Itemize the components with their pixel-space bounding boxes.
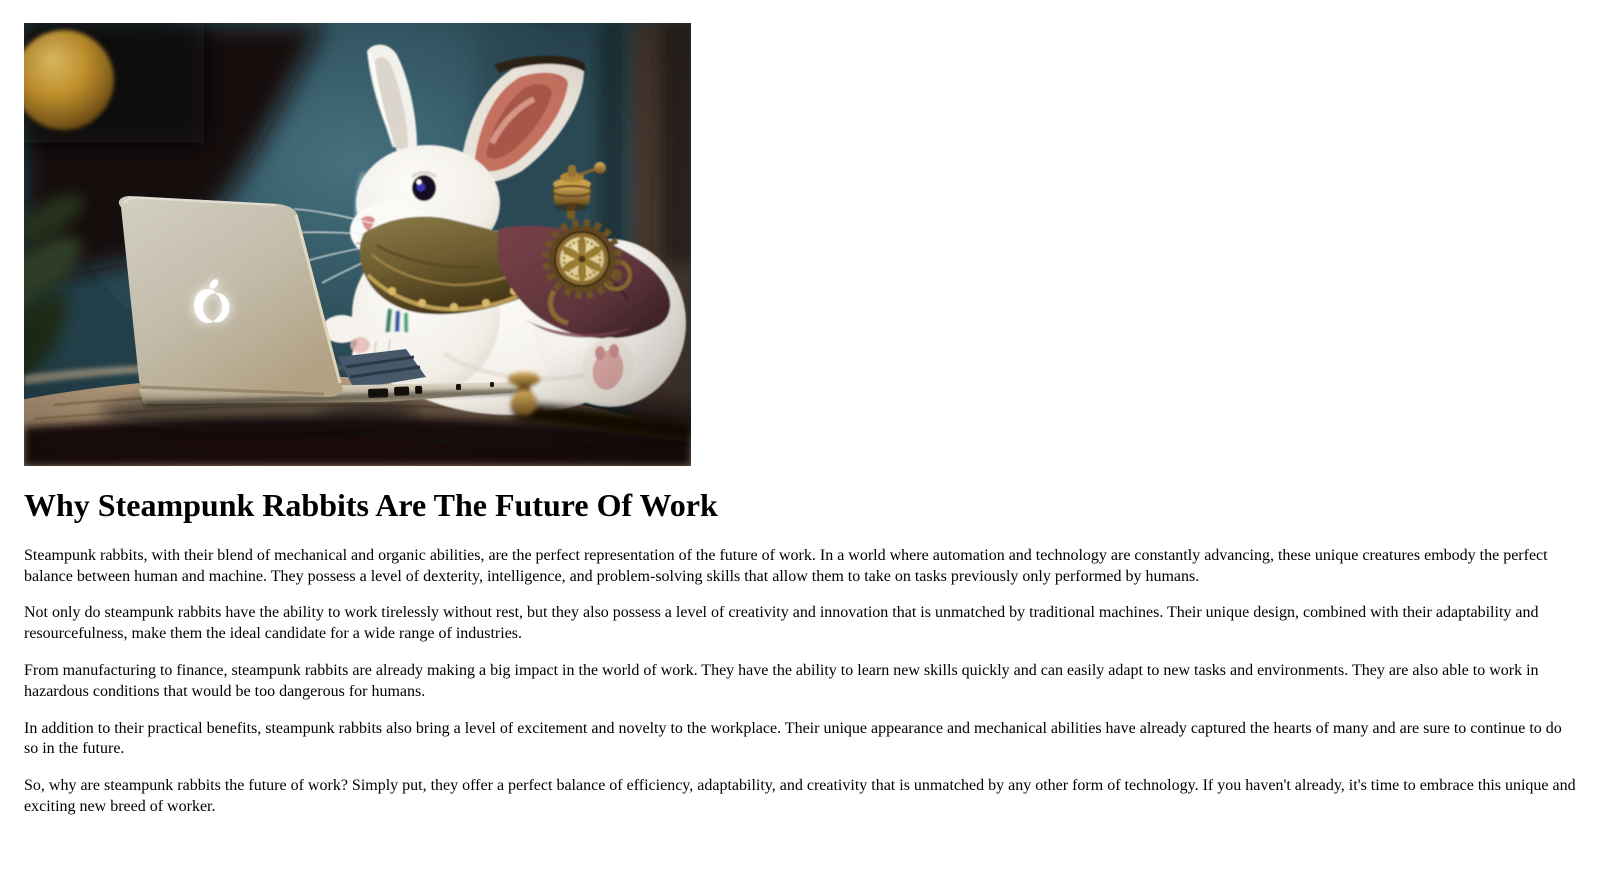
page-title: Why Steampunk Rabbits Are The Future Of Work [24, 487, 718, 523]
steampunk-rabbit-laptop-illustration [24, 23, 691, 466]
paragraph-5: So, why are steampunk rabbits the future of work? Simply put, they offer a perfect balance of efficiency, adaptability, and creativity that is unmatched by any other form of technology. If you haven't already, it's time to embrace this unique and exciting new breed of worker. [24, 777, 1576, 815]
paragraph-3: From manufacturing to finance, steampunk rabbits are already making a big impact in the world of work. They have the ability to learn new skills quickly and can easily adapt to new tasks and environments. They are also able to work in hazardous conditions that would be too dangerous for humans. [24, 661, 1539, 700]
hero-figure [24, 23, 1576, 466]
paragraph-2: Not only do steampunk rabbits have the ability to work tirelessly without rest, but they also possess a level of creativity and innovation that is unmatched by traditional machines. Their unique design, combined with their adaptability and resourcefulness, make them the ideal candidate for a wide range of industries. [24, 604, 1539, 643]
paragraph-1: Steampunk rabbits, with their blend of mechanical and organic abilities, are the perfect representation of the future of work. In a world where automation and technology are constantly advancing, these unique creatures embody the perfect balance between human and machine. They possess a level of dexterity, intelligence, and problem-solving skills that allow them to take on tasks previously only performed by humans. [24, 546, 1548, 585]
article [24, 23, 1576, 818]
paragraph-4: In addition to their practical benefits, steampunk rabbits also bring a level of excitement and novelty to the workplace. Their unique appearance and mechanical abilities have already captured the hearts of many and are sure to continue to do so in the future. [24, 719, 1562, 758]
